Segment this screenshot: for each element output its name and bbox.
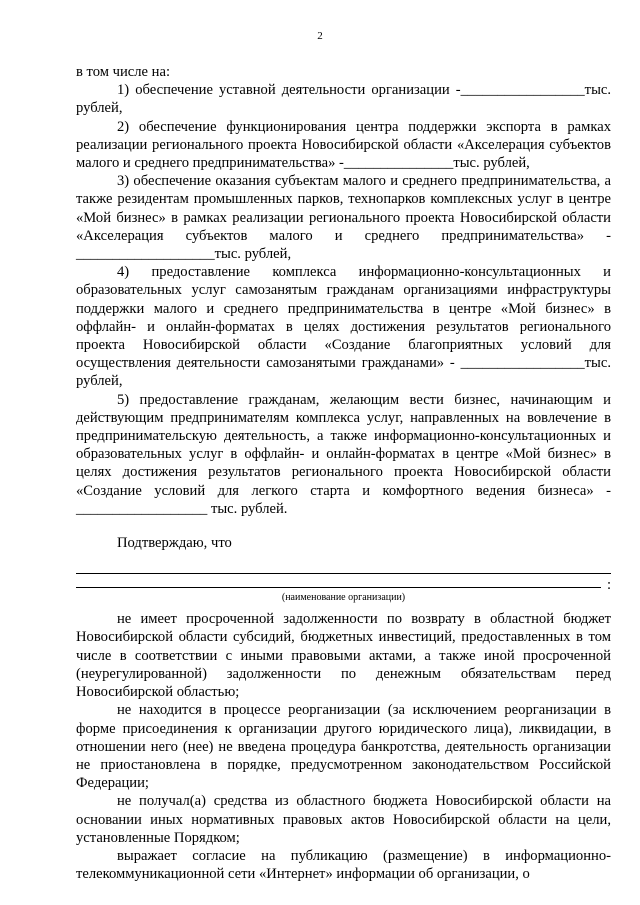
colon-mark: : [606,577,611,594]
page-number: 2 [317,30,323,42]
statement-publication-consent: выражает согласие на публикацию (размещение) в информационно-телекоммуникационной сети «Интернет» информации об организации, о [76,847,611,883]
funding-item-5: 5) предоставление гражданам, желающим вести бизнес, начинающим и действующим предпринимателям комплекса услуг, направленных на вовлечение в предпринимательскую деятельность, а также информационно-консультационных и образовательных услуг в оффлайн- и онлайн-форматах в центре «Мой бизнес» в целях достижения результатов регионального проекта Новосибирской области «Создание условий для легкого старта и комфортного ведения бизнеса» - __________________ тыс. рублей. [76,391,611,517]
funding-item-4: 4) предоставление комплекса информационно-консультационных и образовательных услуг самозанятым гражданам организациями инфраструктуры поддержки малого и среднего предпринимательства в центре «Мой бизнес» в оффлайн- и онлайн-форматах в целях достижения результатов регионального проекта Новосибирской области «Создание благоприятных условий для осуществления деятельности самозанятыми гражданами» - _________________тыс. рублей, [76,264,611,390]
statement-no-reorganization: не находится в процессе реорганизации (за исключением реорганизации в форме присоединения к организации другого юридического лица), ликвидации, в отношении него (нее) не введена процедура банкротства, деятельность организации не приостановлена в порядке, предусмотренном законодательством Российской Федерации; [76,702,611,792]
blank-rule [76,573,611,574]
intro-text: в том числе на: [76,64,171,80]
confirm-label: Подтверждаю, что [117,535,232,552]
spacer [76,518,611,534]
funding-item-3: 3) обеспечение оказания субъектам малого и среднего предпринимательства, а также резидентам промышленных парков, технопарков комплексных услуг в центре «Мой бизнес» в рамках реализации регионального проекта Новосибирской области «Акселерация субъектов малого и среднего предпринимательства» -___________________тыс. рублей, [76,173,611,263]
blank-rule [76,587,601,588]
organization-name-line [76,562,611,576]
funding-item-1: 1) обеспечение уставной деятельности организации -_________________тыс. рублей, [76,82,611,117]
organization-name-line [76,576,611,594]
spacer [76,552,611,562]
document-body [76,63,611,883]
organization-caption: (наименование организации) [281,592,406,604]
statement-no-debt: не имеет просроченной задолженности по возврату в областной бюджет Новосибирской области субсидий, бюджетных инвестиций, предоставленных в том числе в соответствии с иными правовыми актами, а также иной просроченной (неурегулированной) задолженности по денежным обязательствам перед Новосибирской областью; [76,611,611,701]
statement-no-other-funds: не получал(а) средства из областного бюджета Новосибирской области на основании иных нормативных правовых актов Новосибирской области на цели, установленные Порядком; [76,793,611,846]
funding-item-2: 2) обеспечение функционирования центра поддержки экспорта в рамках реализации регионального проекта Новосибирской области «Акселерация субъектов малого и среднего предпринимательства» -_______________тыс. рублей, [76,118,611,172]
